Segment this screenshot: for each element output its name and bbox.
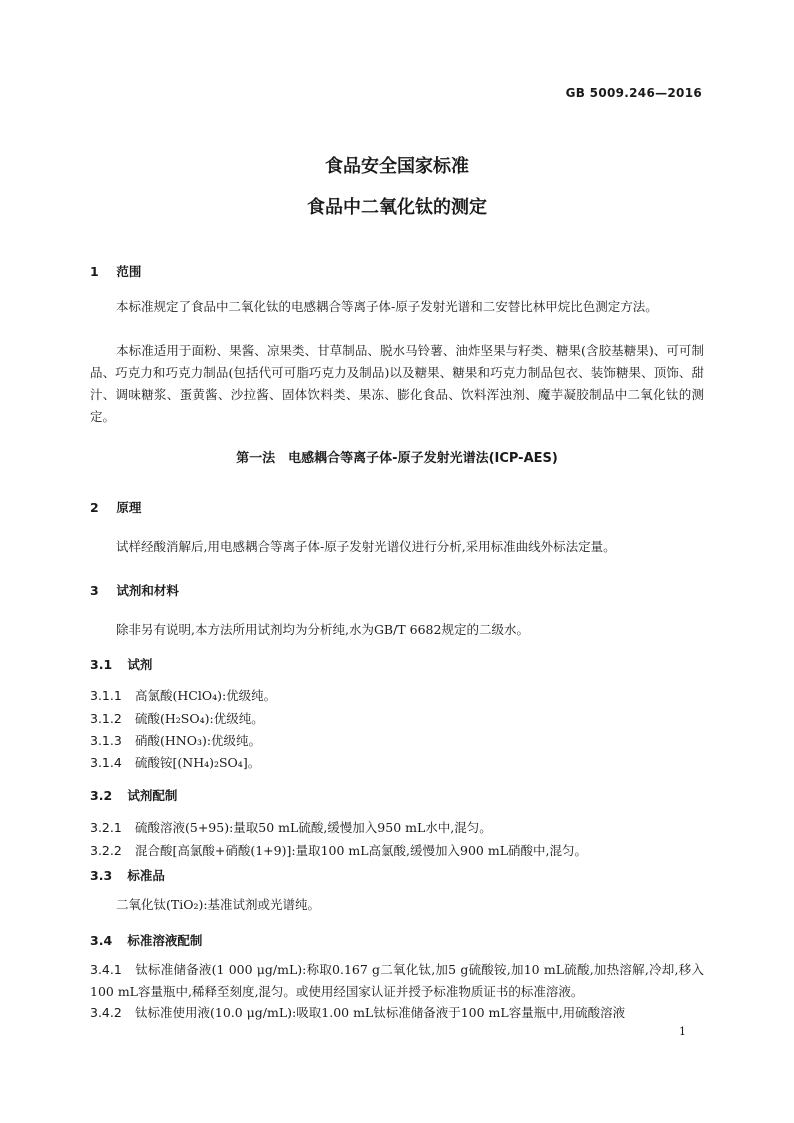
item-text: 混合酸[高氯酸+硝酸(1+9)]:量取100 mL高氯酸,缓慢加入900 mL硝酸中,混匀。 [135, 843, 587, 858]
section-title: 试剂配制 [127, 788, 178, 803]
section-title: 标准溶液配制 [127, 933, 203, 948]
section-1-paragraph-1 [90, 296, 704, 318]
section-number: 2 [90, 500, 99, 515]
section-title: 原理 [116, 500, 142, 515]
section-3-paragraph [90, 619, 704, 641]
prep-item [90, 818, 704, 836]
item-text: 钛标准储备液(1 000 μg/mL):称取0.167 g二氧化钛,加5 g硫酸铵,加10 mL硫酸,加热溶解,冷却,移入100 mL容量瓶中,稀释至刻度,混匀。或使用经国家认证并授予标准物质证书的标准溶液。 [90, 962, 704, 999]
item-number: 3.2.1 [90, 820, 122, 835]
std-item [90, 1003, 704, 1021]
section-title: 范围 [116, 264, 142, 279]
paragraph-text: 本标准适用于面粉、果酱、凉果类、甘草制品、脱水马铃薯、油炸坚果与籽类、糖果(含胶基糖果)、可可制品、巧克力和巧克力制品(包括代可可脂巧克力及制品)以及糖果、糖果和巧克力制品包衣、装饰糖果、顶饰、甜汁、调味糖浆、蛋黄酱、沙拉酱、固体饮料类、果冻、膨化食品、饮料浑浊剂、魔芋凝胶制品中二氧化钛的测定。 [90, 343, 704, 424]
item-text: 硝酸(HNO₃):优级纯。 [135, 733, 262, 748]
page-number: 1 [679, 1025, 686, 1038]
section-2-paragraph [90, 536, 704, 558]
item-text: 高氯酸(HClO₄):优级纯。 [135, 688, 277, 703]
reagent-item [90, 753, 704, 771]
section-3-1-heading [90, 655, 152, 673]
standard-number: GB 5009.246—2016 [565, 86, 702, 100]
item-number: 3.1.3 [90, 733, 122, 748]
method-1-heading: 第一法 电感耦合等离子体-原子发射光谱法(ICP-AES) [236, 451, 558, 466]
reagent-item [90, 686, 704, 704]
section-3-4-heading [90, 931, 202, 949]
item-text: 硫酸(H₂SO₄):优级纯。 [135, 711, 264, 726]
section-2-heading [90, 498, 141, 516]
item-number: 3.1.2 [90, 711, 122, 726]
section-number: 3.1 [90, 657, 113, 672]
item-number: 3.4.1 [90, 962, 122, 977]
section-title: 标准品 [127, 868, 165, 883]
section-1-heading [90, 262, 141, 280]
item-text: 硫酸溶液(5+95):量取50 mL硫酸,缓慢加入950 mL水中,混匀。 [135, 820, 492, 835]
section-3-3-heading [90, 866, 165, 884]
section-1-paragraph-2 [90, 340, 704, 428]
reagent-item [90, 731, 704, 749]
paragraph-text: 除非另有说明,本方法所用试剂均为分析纯,水为GB/T 6682规定的二级水。 [116, 622, 529, 637]
item-number: 3.2.2 [90, 843, 122, 858]
item-text: 硫酸铵[(NH₄)₂SO₄]。 [135, 755, 261, 770]
paragraph-text: 试样经酸消解后,用电感耦合等离子体-原子发射光谱仪进行分析,采用标准曲线外标法定量。 [116, 539, 616, 554]
prep-item [90, 841, 704, 859]
paragraph-text: 二氧化钛(TiO₂):基准试剂或光谱纯。 [116, 897, 321, 912]
item-number: 3.1.1 [90, 688, 122, 703]
section-3-heading [90, 581, 179, 599]
section-number: 1 [90, 264, 99, 279]
section-3-2-heading [90, 786, 177, 804]
document-title-line1: 食品安全国家标准 [325, 156, 469, 177]
section-number: 3 [90, 583, 99, 598]
std-item [90, 959, 704, 1003]
section-number: 3.2 [90, 788, 113, 803]
document-title-line2: 食品中二氧化钛的测定 [307, 197, 487, 218]
item-text: 钛标准使用液(10.0 μg/mL):吸取1.00 mL钛标准储备液于100 mL容量瓶中,用硫酸溶液 [135, 1005, 626, 1020]
section-3-3-paragraph [90, 894, 704, 916]
section-number: 3.4 [90, 933, 113, 948]
section-number: 3.3 [90, 868, 113, 883]
section-title: 试剂 [127, 657, 153, 672]
item-number: 3.4.2 [90, 1005, 122, 1020]
reagent-item [90, 709, 704, 727]
item-number: 3.1.4 [90, 755, 122, 770]
paragraph-text: 本标准规定了食品中二氧化钛的电感耦合等离子体-原子发射光谱和二安替比林甲烷比色测定方法。 [116, 299, 658, 314]
section-title: 试剂和材料 [116, 583, 179, 598]
